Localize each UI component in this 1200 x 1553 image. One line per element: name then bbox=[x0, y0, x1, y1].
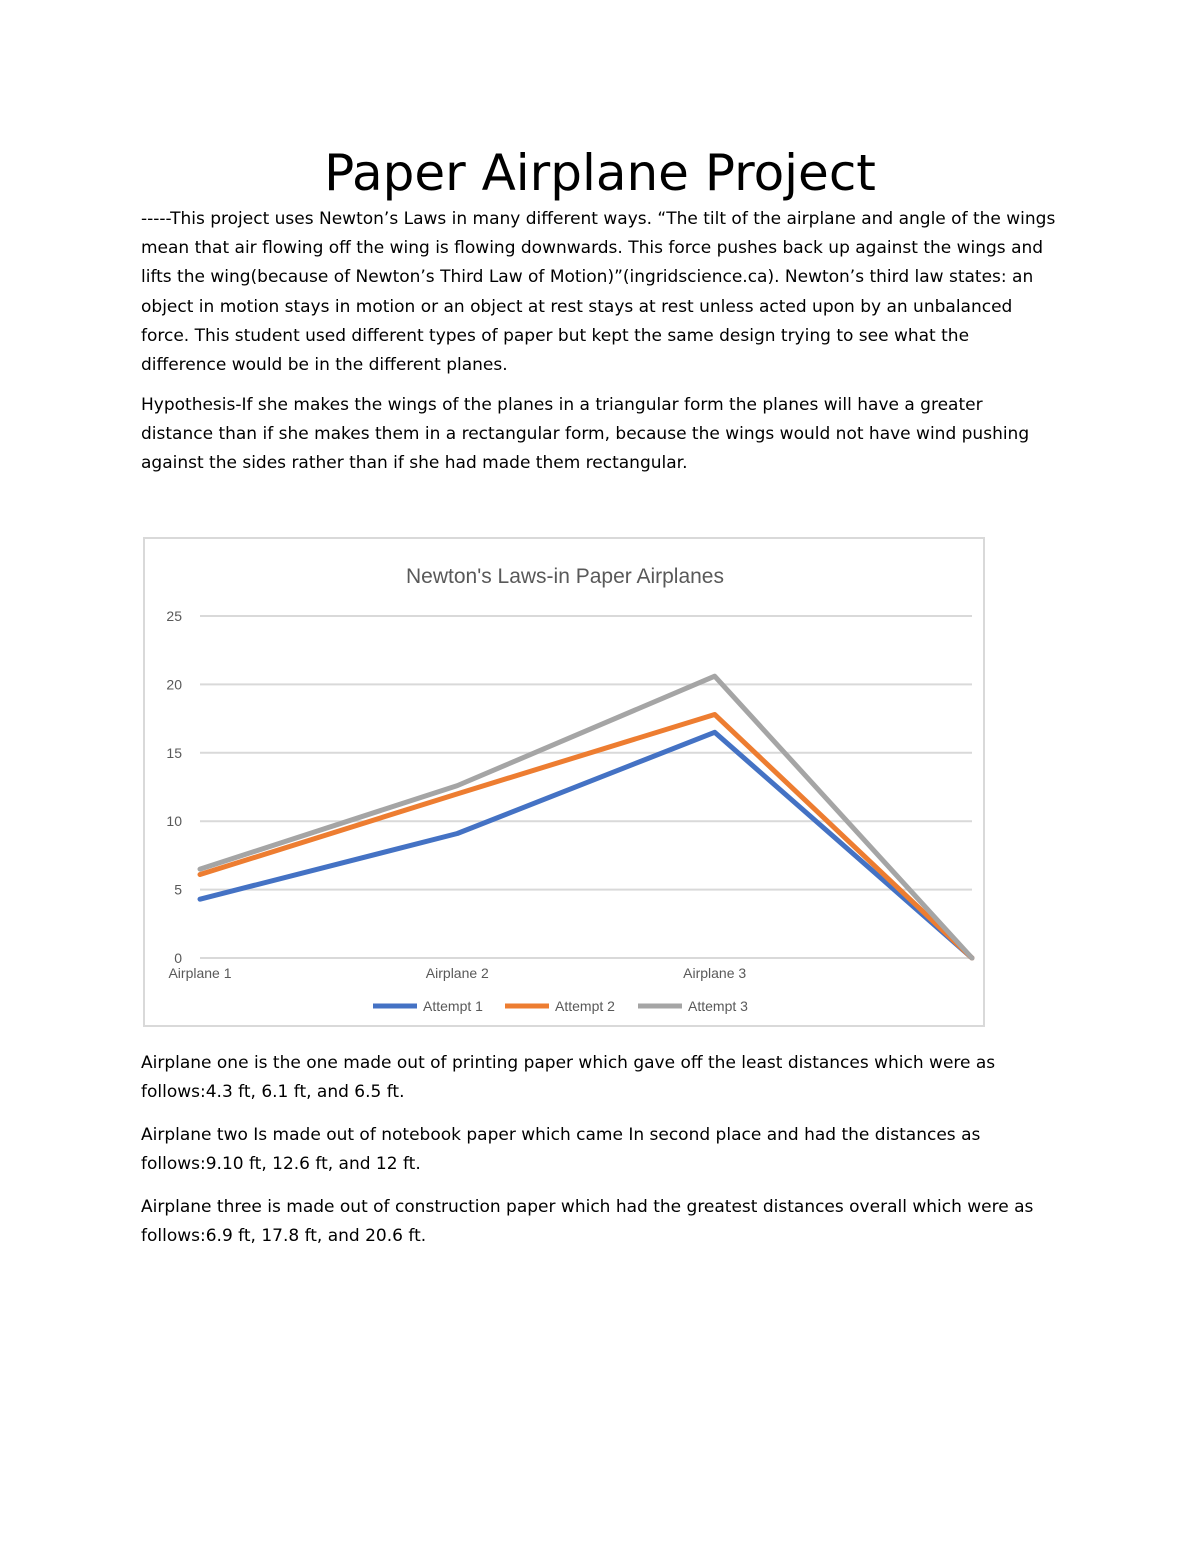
line-chart bbox=[143, 537, 985, 1027]
airplane-three-paragraph: Airplane three is made out of construction paper which had the greatest distances overall which were as follows:6.9 ft, 17.8 ft, and 20.6 ft. bbox=[141, 1197, 1034, 1247]
chart-legend bbox=[373, 998, 748, 1014]
x-tick-label: Airplane 3 bbox=[683, 965, 747, 981]
chart-gridlines bbox=[200, 616, 972, 958]
chart-title: Newton's Laws-in Paper Airplanes bbox=[405, 565, 725, 588]
y-tick-label: 25 bbox=[166, 608, 182, 624]
legend-label: Attempt 1 bbox=[423, 998, 483, 1014]
airplane-two-paragraph: Airplane two Is made out of notebook paper which came In second place and had the distances as follows:9.10 ft, 12.6 ft, and 12 ft. bbox=[141, 1125, 981, 1175]
x-tick-label: Airplane 2 bbox=[425, 965, 489, 981]
page-title: Paper Airplane Project bbox=[324, 144, 876, 202]
y-tick-label: 10 bbox=[166, 813, 182, 830]
legend-label: Attempt 3 bbox=[688, 998, 748, 1014]
series-line-attempt-2 bbox=[200, 714, 972, 958]
chart-series bbox=[200, 676, 972, 958]
y-axis-ticks bbox=[166, 608, 182, 966]
hypothesis-paragraph: Hypothesis-If she makes the wings of the planes in a triangular form the planes will have a greater distance than if she makes them in a rectangular form, because the wings would not have wind pushing against the sides rather than if she had made them rectangular. bbox=[141, 395, 1030, 474]
series-line-attempt-3 bbox=[200, 676, 972, 958]
intro-paragraph: -----This project uses Newton’s Laws in many different ways. “The tilt of the airplane and angle of the wings mean that air flowing off the wing is flowing downwards. This force pushes back up against the wings and lifts the wing(because of Newton’s Third Law of Motion)”(ingridscience.ca). Newton’s third law states: an object in motion stays in motion or an object at rest stays at rest unless acted upon by an unbalanced force. This student used different types of paper but kept the same design trying to see what the difference would be in the different planes. bbox=[141, 209, 1056, 376]
y-tick-label: 5 bbox=[174, 881, 182, 898]
y-tick-label: 0 bbox=[174, 950, 182, 966]
x-tick-label: Airplane 1 bbox=[168, 965, 232, 981]
airplane-one-paragraph: Airplane one is the one made out of printing paper which gave off the least distances which were as follows:4.3 ft, 6.1 ft, and 6.5 ft. bbox=[141, 1053, 996, 1103]
y-tick-label: 15 bbox=[166, 744, 182, 761]
chart-canvas bbox=[145, 539, 983, 1025]
x-axis-ticks bbox=[168, 965, 746, 981]
y-tick-label: 20 bbox=[166, 676, 182, 693]
legend-label: Attempt 2 bbox=[555, 998, 615, 1014]
